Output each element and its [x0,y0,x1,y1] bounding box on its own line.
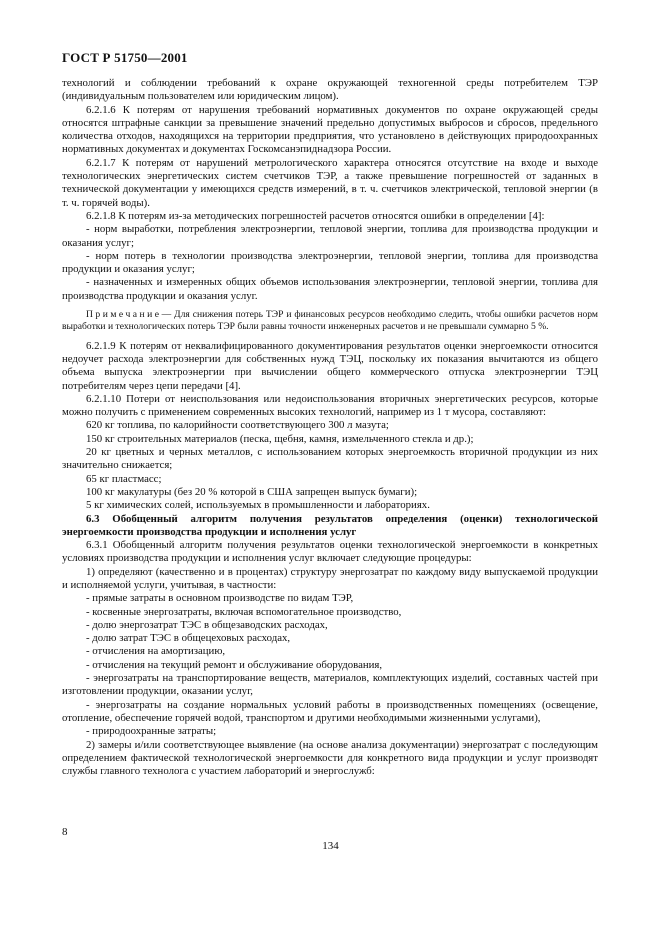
list-item: - отчисления на амортизацию, [86,645,226,658]
list-item: 20 кг цветных и черных металлов, с использованием которых энергоемкость вторичной продукции из них значительно снижается; [62,446,598,472]
note [62,309,598,333]
list-item: - косвенные энергозатраты, включая вспомогательное производство, [86,605,402,618]
list-item: - энергозатраты на создание нормальных условий работы в производственных помещениях (освещение, отопление, обеспечение горячей водой, транспортом и другими необходимыми жизненными услугами), [62,698,598,724]
list-item: 100 кг макулатуры (без 20 % которой в США запрещен выпуск бумаги); [86,485,418,498]
page-number-center: 134 [322,840,339,852]
list-item: - природоохранные затраты; [86,725,217,738]
list-item: - энергозатраты на транспортирование веществ, материалов, комплектующих изделий, составных частей при изготовлении продукции, оказании услуг, [62,672,598,698]
list-item: - норм выработки, потребления электроэнергии, тепловой энергии, топлива для производства продукции и оказания услуг; [62,223,598,249]
note-label: Примечание [86,309,162,321]
list-item: 2) замеры и/или соответствующее выявление (на основе анализа документации) энергозатрат с последующим определением фактической технологической энергоемкости для конкретного вида продукции и услуг производят службы главного технолога с участием лабораторий и энергослужб: [62,738,598,778]
list-item: 5 кг химических солей, используемых в промышленности и лабораториях. [86,499,430,512]
list-item: 65 кг пластмасс; [86,472,162,485]
document-header: ГОСТ Р 51750—2001 [62,50,188,65]
list-item: 1) определяют (качественно и в процентах) структуру энергозатрат по каждому виду выпускаемой продукции и исполняемой услуги, учитывая, в частности: [62,565,598,591]
paragraph-6-3-1: 6.3.1 Обобщенный алгоритм получения результатов оценки технологической энергоемкости в конкретных условиях производства продукции и исполнения услуг включает следующие процедуры: [62,539,598,565]
list-item: - норм потерь в технологии производства электроэнергии, тепловой энергии, топлива для производства продукции и оказания услуг; [62,249,598,276]
list-item: - прямые затраты в основном производстве по видам ТЭР, [86,592,354,605]
section-heading-6-3: 6.3 Обобщенный алгоритм получения результатов определения (оценки) технологической энергоемкости производства продукции и исполнения услуг [62,512,598,538]
document-body [62,77,598,778]
note-text: — Для снижения потерь ТЭР и финансовых ресурсов необходимо следить, чтобы ошибки расчетов норм выработки и технологических потерь ТЭР были равны точности инженерных расчетов и не превышали суммарно 5 %. [62,309,598,332]
paragraph-6-2-1-9: 6.2.1.9 К потерям от неквалифицированного документирования результатов оценки энергоемкости относится недоучет расхода электроэнергии для собственных нужд ТЭЦ, поскольку их показания вычитаются из общего объема выпуска электроэнергии при вычислении общего коммерческого отпуска электроэнергии ТЭЦ потребителям через цепи передачи [4]. [62,339,598,392]
list-item: 150 кг строительных материалов (песка, щебня, камня, измельченного стекла и др.); [86,432,474,445]
paragraph: технологий и соблюдении требований к охране окружающей техногенной среды потребителем ТЭР (индивидуальным пользователем или юридическим лицом). [62,77,598,103]
paragraph-6-2-1-7: 6.2.1.7 К потерям от нарушений метрологического характера относятся отсутствие на входе и выходе технологических энергетических систем счетчиков ТЭР, а также превышение погрешностей от заданных в технической документации у имеющихся средств измерений, в т. ч. счетчиков электрической, тепловой энергии (в т. ч. горячей воды). [62,156,598,209]
list-item: - отчисления на текущий ремонт и обслуживание оборудования, [86,658,383,671]
page-number-left: 8 [62,826,68,838]
paragraph-6-2-1-6: 6.2.1.6 К потерям от нарушения требований нормативных документов по охране окружающей среды относятся штрафные санкции за превышение значений предельно допустимых выбросов и сбросов, предельного количества отходов, находящихся на территории предприятия, что установлено в действующих природоохранных нормативных документах и документах Госкомсанэпиднадзора России. [62,103,598,156]
paragraph-6-2-1-8: 6.2.1.8 К потерям из-за методических погрешностей расчетов относятся ошибки в определении [4]: [86,209,545,222]
list-item: 620 кг топлива, по калорийности соответствующего 300 л мазута; [86,419,389,432]
list-item: - назначенных и измеренных общих объемов использования электроэнергии, тепловой энергии, топлива для производства продукции и оказания услуг. [62,276,598,302]
paragraph-6-2-1-10: 6.2.1.10 Потери от неиспользования или недоиспользования вторичных энергетических ресурсов, которые можно получить с применением современных высоких технологий, например из 1 т мусора, составляют: [62,392,598,419]
list-item: - долю затрат ТЭС в общецеховых расходах, [86,632,291,645]
list-item: - долю энергозатрат ТЭС в общезаводских расходах, [86,618,328,631]
